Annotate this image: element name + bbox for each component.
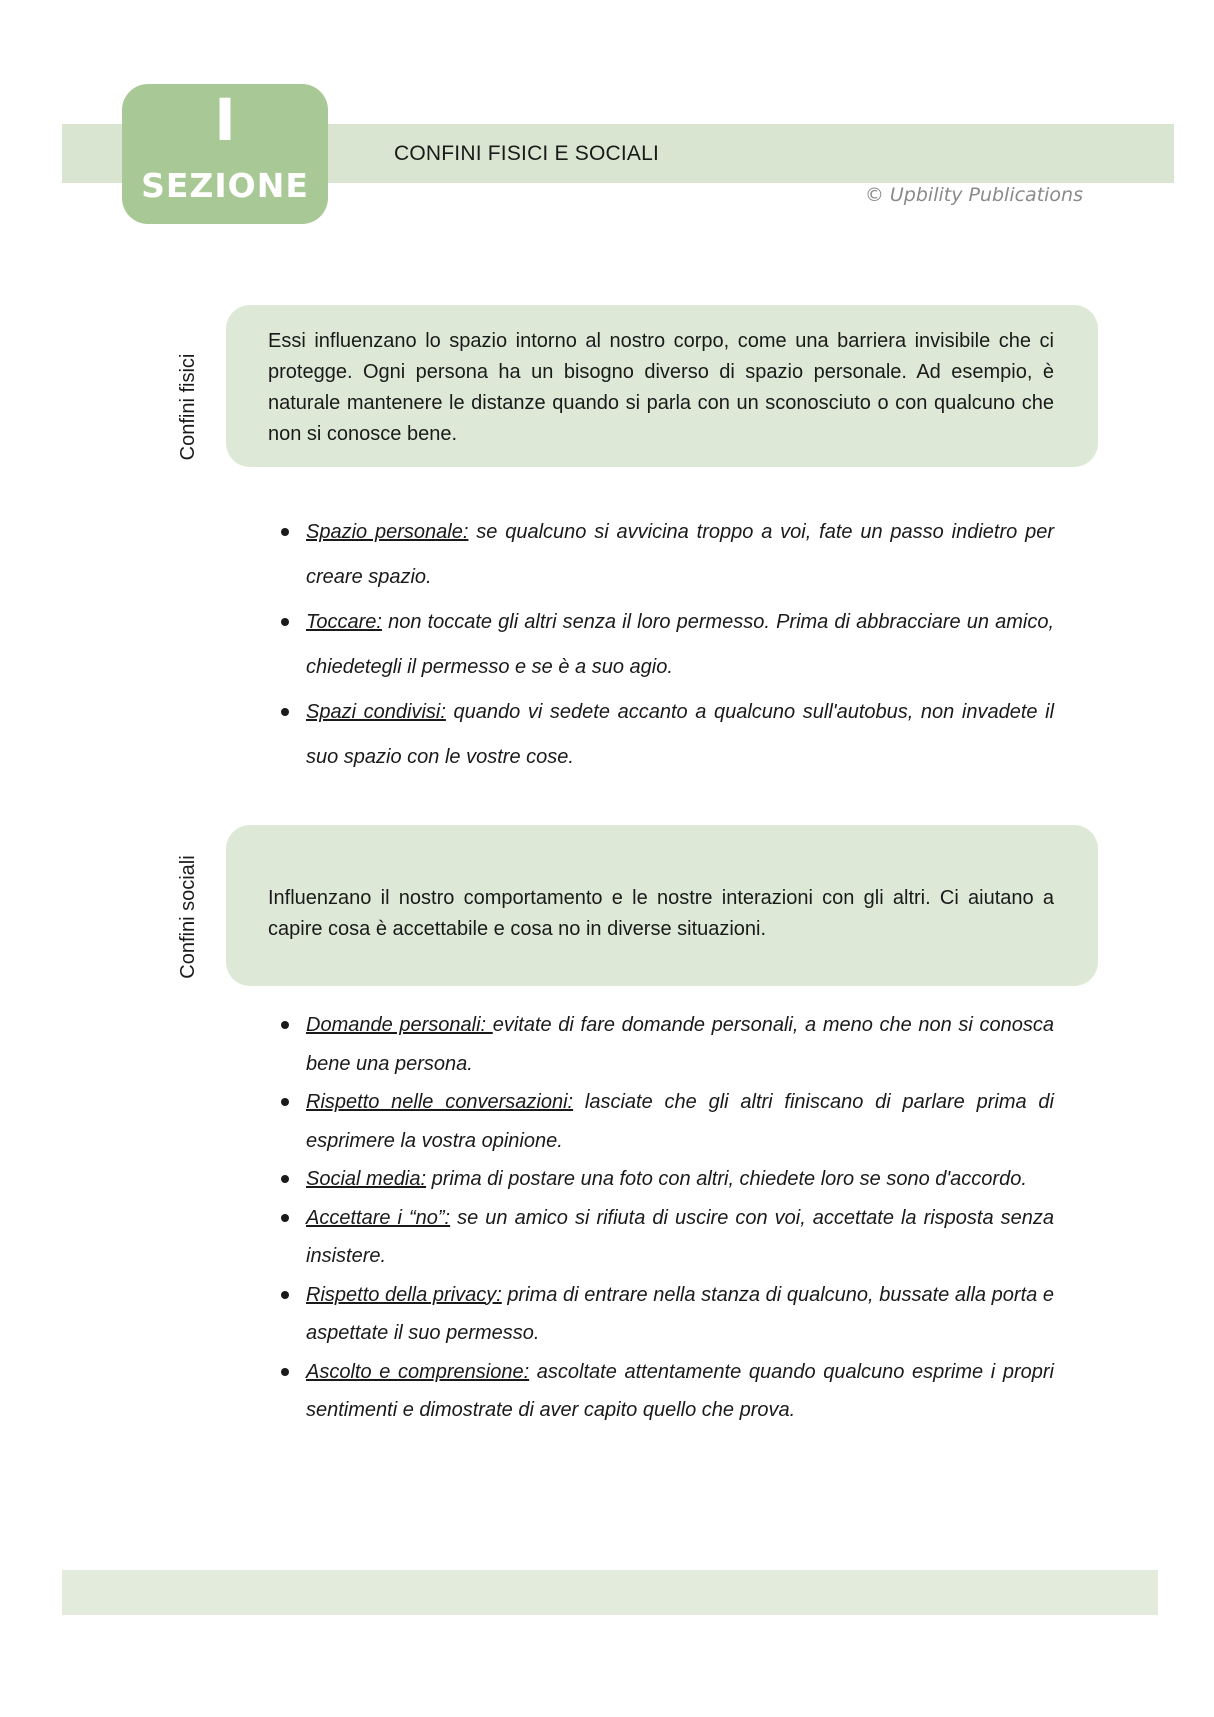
section-word: SEZIONE	[141, 166, 309, 205]
list-item-term: Toccare:	[306, 611, 382, 633]
list-item-term: Social media:	[306, 1168, 427, 1190]
list-item-text: se qualcuno si avvicina troppo a voi, fate un passo indietro per creare spazio.	[306, 521, 1054, 588]
physical-intro-text: Essi influenzano lo spazio intorno al nostro corpo, come una barriera invisibile che ci protegge. Ogni persona ha un bisogno diverso di spazio personale. Ad esempio, è naturale mantenere le distanze quando si parla con un sconosciuto o con qualcuno che non si conosce bene.	[268, 330, 1054, 445]
page-title: CONFINI FISICI E SOCIALI	[394, 142, 660, 165]
list-item-text: se un amico si rifiuta di uscire con voi, accettate la risposta senza insistere.	[306, 1206, 1055, 1267]
list-item-text: prima di postare una foto con altri, chiedete loro se sono d'accordo.	[426, 1168, 1027, 1190]
list-item-text: evitate di fare domande personali, a meno che non si conosca bene una persona.	[306, 1014, 1054, 1075]
list-item-term: Rispetto della privacy:	[306, 1283, 502, 1306]
list-item-text: quando vi sedete accanto a qualcuno sull'autobus, non invadete il suo spazio con le vostre cose.	[306, 701, 1055, 768]
list-item	[280, 600, 1054, 690]
social-intro-text: Influenzano il nostro comportamento e le nostre interazioni con gli altri. Ci aiutano a capire cosa è accettabile e cosa no in diverse situazioni.	[268, 887, 1054, 940]
social-intro-box	[226, 825, 1098, 986]
section-tab	[122, 84, 328, 224]
list-item	[280, 1276, 1054, 1353]
list-item	[280, 1006, 1054, 1083]
list-item-term: Rispetto nelle conversazioni:	[306, 1091, 574, 1113]
list-item-term: Spazio personale:	[306, 521, 469, 543]
list-item-text: lasciate che gli altri finiscano di parlare prima di esprimere la vostra opinione.	[306, 1091, 1054, 1152]
list-item	[280, 690, 1054, 780]
list-item-text: ascoltate attentamente quando qualcuno esprime i propri sentimenti e dimostrate di aver capito quello che prova.	[306, 1360, 1054, 1421]
side-label-physical: Confini fisici	[177, 353, 199, 461]
list-item-term: Ascolto e comprensione:	[306, 1360, 530, 1383]
list-item	[280, 1353, 1054, 1430]
social-examples-list	[280, 1006, 1054, 1430]
physical-examples-list	[280, 510, 1054, 780]
list-item-term: Spazi condivisi:	[306, 701, 446, 723]
list-item	[280, 510, 1054, 600]
list-item-text: prima di entrare nella stanza di qualcuno, bussate alla porta e aspettate il suo permesso.	[306, 1283, 1054, 1344]
list-item-term: Domande personali:	[306, 1014, 493, 1036]
footer-band	[62, 1570, 1158, 1615]
physical-intro-box	[226, 305, 1098, 467]
list-item	[280, 1199, 1054, 1276]
list-item	[280, 1083, 1054, 1160]
section-numeral: I	[214, 86, 236, 154]
list-item-text: non toccate gli altri senza il loro permesso. Prima di abbracciare un amico, chiedetegli il permesso e se è a suo agio.	[306, 611, 1054, 678]
copyright-notice: © Upbility Publications	[864, 184, 1083, 206]
side-label-social: Confini sociali	[177, 855, 199, 979]
list-item-term: Accettare i “no”:	[306, 1206, 451, 1229]
list-item	[280, 1160, 1054, 1199]
